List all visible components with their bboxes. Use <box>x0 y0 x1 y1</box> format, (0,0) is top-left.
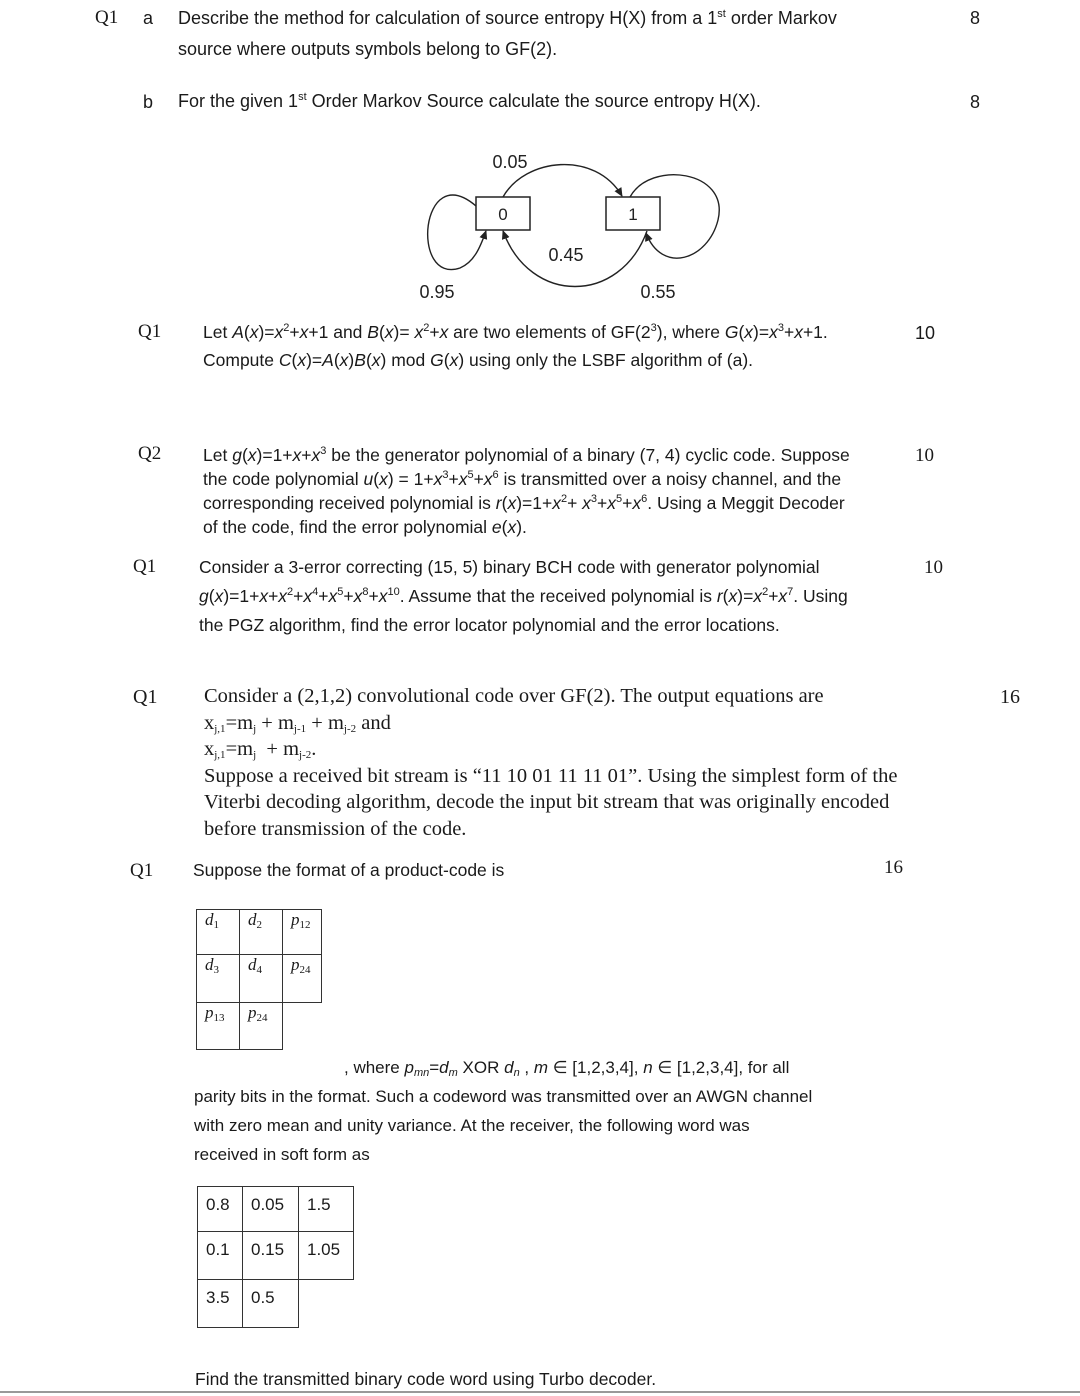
state-0-label: 0 <box>498 205 508 224</box>
prob-1-to-0: 0.45 <box>548 245 584 265</box>
table-cell: 0.8 <box>198 1187 243 1232</box>
table-cell-empty <box>299 1280 354 1328</box>
question-text: Consider a (2,1,2) convolutional code over GF(2). The output equations are $x_{j,1}=m_j + m_{j-1} + m_{j-2}$ and $x_{j,1}=m_j + m_{j-2}$. Suppose a received bit stream is “11 10 01 11 11 01”. Using the simplest form of the Viterbi decoding algorithm, decode the input bit stream that was originally encoded before transmission of the code. <box>204 685 898 840</box>
state-1-label: 1 <box>628 205 638 224</box>
question-text: Let $g(x)=1+x+x^3$ be the generator polynomial of a binary (7, 4) cyclic code. Suppose the code polynomial $u(x) = 1+x^3+x^5+x^6$ is transmitted over a noisy channel, and the corresponding received polynomial is $r(x)=1+x^2+ x^3+x^5+x^6$. Using a Meggit Decoder of the code, find the error polynomial e(x). <box>203 445 850 537</box>
question-text: Consider a 3-error correcting (15, 5) binary BCH code with generator polynomial $g(x)=1+x+x^2+x^4+x^5+x^8+x^{10}$. Assume that the received polynomial is $r(x)=x^2+x^7$. Using the PGZ algorithm, find the error locator polynomial and the error locations. <box>199 557 848 635</box>
marks: 16 <box>1000 686 1020 708</box>
question-text: Let $A(x)=x^2+x+1$ and $B(x)= x^2+x$ are two elements of $GF(2^3)$, where $G(x)=x^3+x+1$. Compute C(x)=A(x)B(x) mod G(x) using only the LSBF algorithm of (a). <box>203 322 828 370</box>
prob-self-1: 0.55 <box>640 282 676 302</box>
table-cell: $d_4$ <box>240 955 283 1003</box>
table-cell: $p_{24}$ <box>283 955 322 1003</box>
question-number: Q1 <box>130 860 154 881</box>
question-number: Q2 <box>138 443 162 464</box>
marks: 10 <box>924 557 943 578</box>
prob-self-0: 0.95 <box>419 282 455 302</box>
table-cell: 3.5 <box>198 1280 243 1328</box>
question-number: Q1 <box>133 686 158 708</box>
received-soft-values-table <box>197 1186 354 1328</box>
table-cell-empty <box>283 1003 322 1050</box>
question-intro: Suppose the format of a product-code is <box>193 860 505 880</box>
table-cell: 1.5 <box>299 1187 354 1232</box>
question-final-instruction: Find the transmitted binary code word using Turbo decoder. <box>195 1369 657 1389</box>
question-paragraph: , where $p_{mn}=d_m$ XOR $d_n$ , m ∈ [1,2,3,4], n ∈ [1,2,3,4], for all parity bits in the format. Such a codeword was transmitted over an AWGN channel with zero mean and unity variance. At the receiver, the following word was received in soft form as <box>194 1058 813 1164</box>
question-number: Q1 <box>138 321 162 342</box>
product-code-format-table <box>196 909 322 1050</box>
sub-question-label: b <box>143 92 154 112</box>
table-cell: $d_3$ <box>197 955 240 1003</box>
table-cell: 1.05 <box>299 1232 354 1280</box>
table-cell: $d_2$ <box>240 910 283 955</box>
table-cell: 0.15 <box>243 1232 299 1280</box>
table-cell: $p_{13}$ <box>197 1003 240 1050</box>
question-text: Describe the method for calculation of source entropy H(X) from a 1st order Markov source where outputs symbols belong to GF(2). <box>178 8 837 59</box>
marks: 10 <box>915 323 936 343</box>
marks: 8 <box>970 8 981 28</box>
table-cell: $p_{24}$ <box>240 1003 283 1050</box>
markov-state-diagram <box>400 140 740 310</box>
table-cell: $p_{12}$ <box>283 910 322 955</box>
marks: 16 <box>884 857 903 878</box>
question-number: Q1 <box>95 7 119 28</box>
question-number: Q1 <box>133 556 157 577</box>
marks: 8 <box>970 92 981 112</box>
sub-question-label: a <box>143 8 154 28</box>
prob-0-to-1: 0.05 <box>492 152 528 172</box>
table-cell: 0.5 <box>243 1280 299 1328</box>
table-cell: 0.05 <box>243 1187 299 1232</box>
page-bottom-rule <box>0 1391 1080 1393</box>
table-cell: 0.1 <box>198 1232 243 1280</box>
marks: 10 <box>915 445 934 466</box>
table-cell: $d_1$ <box>197 910 240 955</box>
question-text: For the given 1st Order Markov Source calculate the source entropy H(X). <box>178 91 761 111</box>
